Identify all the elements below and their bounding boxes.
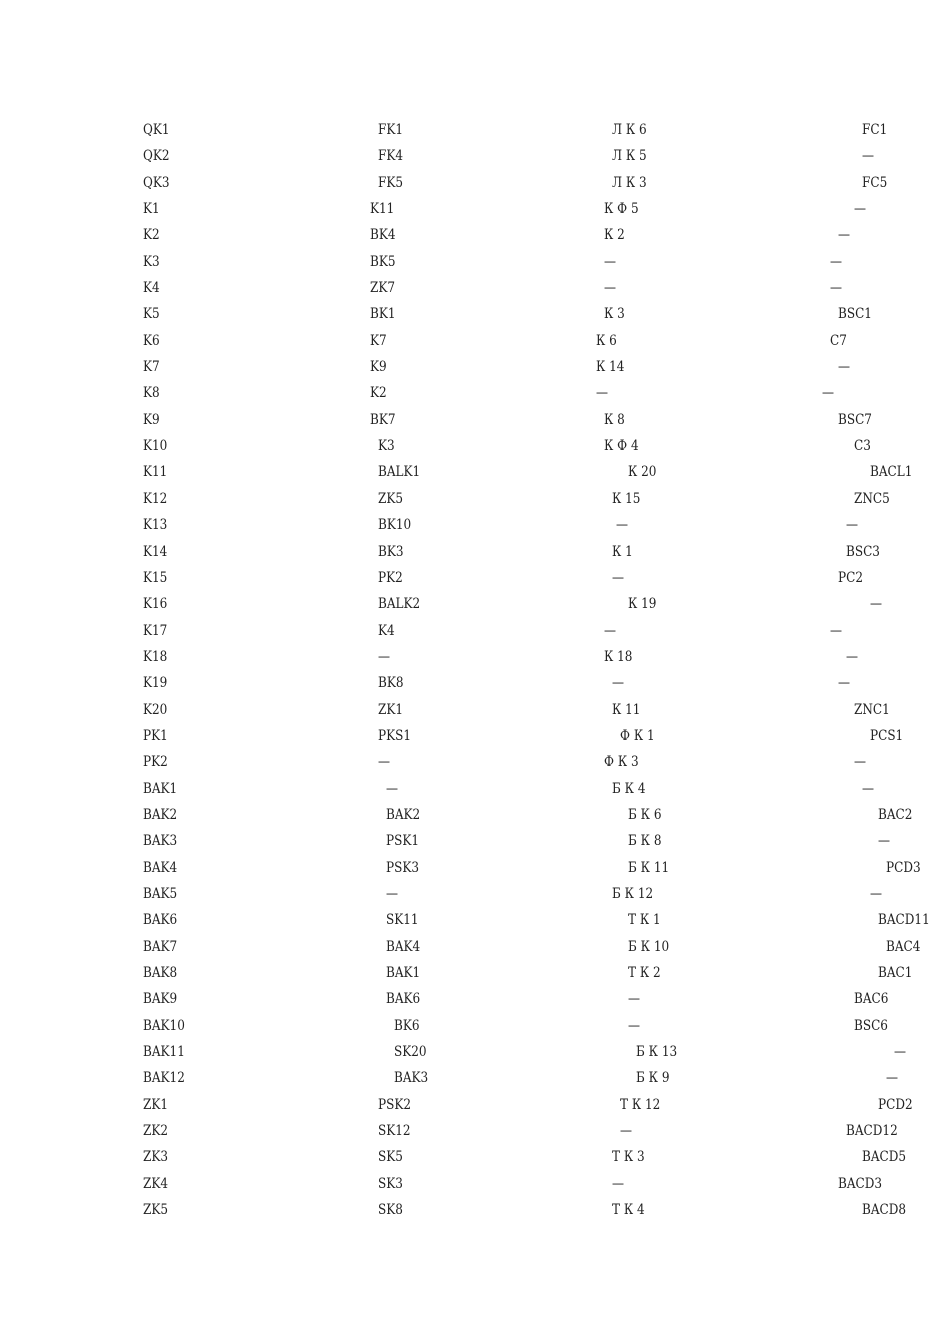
col-1-code: BAK3 <box>143 833 178 850</box>
col-3-code: К Ф 4 <box>604 438 639 455</box>
col-4-code: BSC6 <box>854 1017 888 1034</box>
col-1-code: BAK8 <box>143 965 178 981</box>
col-4-code: BSC1 <box>838 306 872 323</box>
col-1-code: K7 <box>143 359 160 376</box>
table-row <box>0 275 950 301</box>
col-2-code: BK5 <box>370 253 396 270</box>
table-row <box>0 1092 950 1118</box>
col-2-code: PSK2 <box>378 1096 412 1113</box>
table-row <box>0 986 950 1012</box>
table-row <box>0 143 950 169</box>
col-1-code: K15 <box>143 569 168 586</box>
col-1-code: K18 <box>143 648 168 665</box>
col-1-code: ZK1 <box>143 1096 169 1113</box>
table-row <box>0 1013 950 1039</box>
table-row <box>0 1039 950 1065</box>
col-2-code: SK11 <box>386 912 419 929</box>
col-3-code: К 11 <box>612 701 641 718</box>
table-row <box>0 117 950 143</box>
col-2-code: FK4 <box>378 148 404 165</box>
col-1-code: K16 <box>143 596 168 613</box>
col-4-code: ZNC1 <box>854 701 890 718</box>
col-4-code: C3 <box>854 438 871 455</box>
table-row <box>0 881 950 907</box>
table-row <box>0 828 950 854</box>
table-row <box>0 222 950 248</box>
col-1-code: ZK4 <box>143 1175 169 1192</box>
col-4-code: PCD3 <box>886 859 921 876</box>
table-row <box>0 644 950 670</box>
col-2-code: SK12 <box>378 1123 411 1140</box>
table-row <box>0 591 950 617</box>
col-4-code: BAC1 <box>878 965 913 981</box>
col-2-code: PK2 <box>378 569 403 586</box>
col-2-code: K4 <box>378 622 395 639</box>
col-2-code: BAK1 <box>386 965 421 981</box>
col-3-code: Б К 9 <box>636 1070 670 1087</box>
col-2-code: BK7 <box>370 411 396 428</box>
col-4-code: — <box>862 780 875 797</box>
table-row <box>0 380 950 406</box>
col-1-code: K9 <box>143 411 160 428</box>
col-1-code: BAK11 <box>143 1044 185 1061</box>
col-3-code: Б К 12 <box>612 885 654 902</box>
col-3-code: К 19 <box>628 596 657 613</box>
col-2-code: BAK6 <box>386 991 421 1008</box>
table-row <box>0 618 950 644</box>
col-3-code: — <box>620 1123 633 1140</box>
table-row <box>0 354 950 380</box>
table-row <box>0 934 950 960</box>
col-3-code: — <box>612 1175 625 1192</box>
col-4-code: PCD2 <box>878 1096 913 1113</box>
col-3-code: Т К 4 <box>612 1202 645 1219</box>
col-2-code: K9 <box>370 359 387 376</box>
col-1-code: K1 <box>143 201 160 218</box>
col-2-code: ZK7 <box>370 280 396 297</box>
col-4-code: — <box>878 833 891 850</box>
table-row <box>0 855 950 881</box>
table-row <box>0 459 950 485</box>
col-3-code: — <box>604 253 617 270</box>
table-row <box>0 670 950 696</box>
col-3-code: К 15 <box>612 490 641 507</box>
col-1-code: QK2 <box>143 148 170 165</box>
col-3-code: К Ф 5 <box>604 201 639 218</box>
col-3-code: — <box>604 622 617 639</box>
col-2-code: SK5 <box>378 1149 403 1166</box>
col-3-code: Т К 12 <box>620 1096 661 1113</box>
col-1-code: BAK6 <box>143 912 178 929</box>
col-3-code: К 8 <box>604 411 625 428</box>
col-1-code: BAK5 <box>143 885 178 902</box>
col-1-code: K11 <box>143 464 168 481</box>
col-1-code: QK3 <box>143 174 170 191</box>
table-row <box>0 907 950 933</box>
table-row <box>0 249 950 275</box>
col-2-code: BALK2 <box>378 596 421 613</box>
col-1-code: BAK2 <box>143 806 178 823</box>
col-2-code: BAK3 <box>394 1070 429 1087</box>
table-row <box>0 802 950 828</box>
col-3-code: Т К 2 <box>628 965 661 981</box>
col-3-code: К 20 <box>628 464 657 481</box>
table-row <box>0 407 950 433</box>
col-4-code: ZNC5 <box>854 490 890 507</box>
col-2-code: PKS1 <box>378 727 412 744</box>
col-2-code: BAK2 <box>386 806 421 823</box>
table-row <box>0 749 950 775</box>
col-2-code: FK1 <box>378 122 404 138</box>
col-4-code: — <box>854 201 867 218</box>
col-2-code: BK10 <box>378 517 412 534</box>
col-2-code: — <box>378 648 391 665</box>
col-4-code: BACD11 <box>878 912 930 929</box>
col-1-code: PK1 <box>143 727 168 744</box>
col-2-code: SK20 <box>394 1044 427 1061</box>
col-2-code: SK8 <box>378 1202 403 1219</box>
code-mapping-table <box>0 117 950 1223</box>
col-4-code: PC2 <box>838 569 863 586</box>
col-1-code: PK2 <box>143 754 168 771</box>
col-2-code: PSK1 <box>386 833 420 850</box>
col-3-code: Т К 3 <box>612 1149 645 1166</box>
col-4-code: — <box>854 754 867 771</box>
table-row <box>0 486 950 512</box>
col-1-code: K8 <box>143 385 160 402</box>
col-4-code: C7 <box>830 332 847 349</box>
col-3-code: — <box>612 569 625 586</box>
col-1-code: K17 <box>143 622 168 639</box>
col-3-code: — <box>628 991 641 1008</box>
table-row <box>0 1197 950 1223</box>
col-1-code: K20 <box>143 701 168 718</box>
col-1-code: QK1 <box>143 122 170 138</box>
col-2-code: SK3 <box>378 1175 403 1192</box>
col-4-code: — <box>862 148 875 165</box>
col-1-code: BAK1 <box>143 780 178 797</box>
col-1-code: BAK12 <box>143 1070 185 1087</box>
col-4-code: BAC2 <box>878 806 913 823</box>
col-3-code: — <box>596 385 609 402</box>
col-3-code: Б К 4 <box>612 780 646 797</box>
col-4-code: — <box>838 359 851 376</box>
col-4-code: — <box>846 517 859 534</box>
col-2-code: FK5 <box>378 174 404 191</box>
col-3-code: К 1 <box>612 543 633 560</box>
col-2-code: ZK5 <box>378 490 404 507</box>
col-1-code: K4 <box>143 280 160 297</box>
col-1-code: K13 <box>143 517 168 534</box>
table-row <box>0 565 950 591</box>
table-row <box>0 1144 950 1170</box>
col-1-code: K12 <box>143 490 168 507</box>
col-2-code: BK6 <box>394 1017 420 1034</box>
col-2-code: PSK3 <box>386 859 420 876</box>
col-3-code: Ф К 3 <box>604 754 639 771</box>
col-2-code: BK1 <box>370 306 396 323</box>
col-2-code: K11 <box>370 201 395 218</box>
col-3-code: Л К 5 <box>612 148 647 165</box>
col-3-code: Б К 6 <box>628 806 662 823</box>
col-2-code: BK3 <box>378 543 404 560</box>
col-4-code: — <box>838 675 851 692</box>
table-row <box>0 512 950 538</box>
col-1-code: K5 <box>143 306 160 323</box>
table-row <box>0 723 950 749</box>
col-2-code: K3 <box>378 438 395 455</box>
col-4-code: — <box>838 227 851 244</box>
col-3-code: Л К 3 <box>612 174 647 191</box>
col-4-code: FC5 <box>862 174 888 191</box>
col-4-code: BACD8 <box>862 1202 907 1219</box>
col-4-code: — <box>846 648 859 665</box>
table-row <box>0 539 950 565</box>
col-4-code: — <box>822 385 835 402</box>
table-row <box>0 301 950 327</box>
col-3-code: Т К 1 <box>628 912 661 929</box>
col-3-code: Л К 6 <box>612 122 647 138</box>
col-1-code: K3 <box>143 253 160 270</box>
col-4-code: BSC7 <box>838 411 872 428</box>
col-4-code: BACL1 <box>870 464 913 481</box>
col-3-code: — <box>604 280 617 297</box>
col-2-code: BAK4 <box>386 938 421 955</box>
col-3-code: Б К 13 <box>636 1044 678 1061</box>
col-4-code: BACD5 <box>862 1149 907 1166</box>
table-row <box>0 328 950 354</box>
col-4-code: — <box>886 1070 899 1087</box>
table-row <box>0 196 950 222</box>
col-3-code: Б К 8 <box>628 833 662 850</box>
col-4-code: BACD12 <box>846 1123 898 1140</box>
col-1-code: BAK4 <box>143 859 178 876</box>
col-2-code: BK8 <box>378 675 404 692</box>
col-4-code: — <box>894 1044 907 1061</box>
col-2-code: BALK1 <box>378 464 421 481</box>
col-1-code: BAK9 <box>143 991 178 1008</box>
col-3-code: — <box>612 675 625 692</box>
col-3-code: К 2 <box>604 227 625 244</box>
col-4-code: — <box>830 280 843 297</box>
table-row <box>0 776 950 802</box>
col-2-code: K7 <box>370 332 387 349</box>
table-row <box>0 1118 950 1144</box>
col-2-code: — <box>386 885 399 902</box>
col-3-code: Б К 11 <box>628 859 670 876</box>
col-3-code: К 6 <box>596 332 617 349</box>
col-4-code: BAC4 <box>886 938 921 955</box>
table-row <box>0 1065 950 1091</box>
col-2-code: K2 <box>370 385 387 402</box>
col-2-code: — <box>378 754 391 771</box>
col-4-code: FC1 <box>862 122 888 138</box>
col-3-code: Б К 10 <box>628 938 670 955</box>
table-row <box>0 170 950 196</box>
col-4-code: BAC6 <box>854 991 889 1008</box>
col-3-code: К 14 <box>596 359 625 376</box>
table-row <box>0 433 950 459</box>
col-4-code: — <box>870 885 883 902</box>
col-4-code: PCS1 <box>870 727 904 744</box>
col-1-code: BAK7 <box>143 938 178 955</box>
col-4-code: BSC3 <box>846 543 880 560</box>
col-3-code: К 18 <box>604 648 633 665</box>
col-1-code: ZK3 <box>143 1149 169 1166</box>
table-row <box>0 960 950 986</box>
col-1-code: K10 <box>143 438 168 455</box>
col-1-code: K6 <box>143 332 160 349</box>
col-4-code: — <box>870 596 883 613</box>
col-3-code: — <box>616 517 629 534</box>
col-3-code: — <box>628 1017 641 1034</box>
col-3-code: К 3 <box>604 306 625 323</box>
col-2-code: ZK1 <box>378 701 404 718</box>
col-4-code: — <box>830 253 843 270</box>
col-1-code: ZK5 <box>143 1202 169 1219</box>
col-3-code: Ф К 1 <box>620 727 655 744</box>
col-1-code: K2 <box>143 227 160 244</box>
table-row <box>0 697 950 723</box>
col-1-code: K19 <box>143 675 168 692</box>
col-1-code: BAK10 <box>143 1017 185 1034</box>
col-4-code: — <box>830 622 843 639</box>
col-1-code: ZK2 <box>143 1123 169 1140</box>
table-row <box>0 1171 950 1197</box>
col-1-code: K14 <box>143 543 168 560</box>
col-2-code: BK4 <box>370 227 396 244</box>
col-2-code: — <box>386 780 399 797</box>
col-4-code: BACD3 <box>838 1175 883 1192</box>
